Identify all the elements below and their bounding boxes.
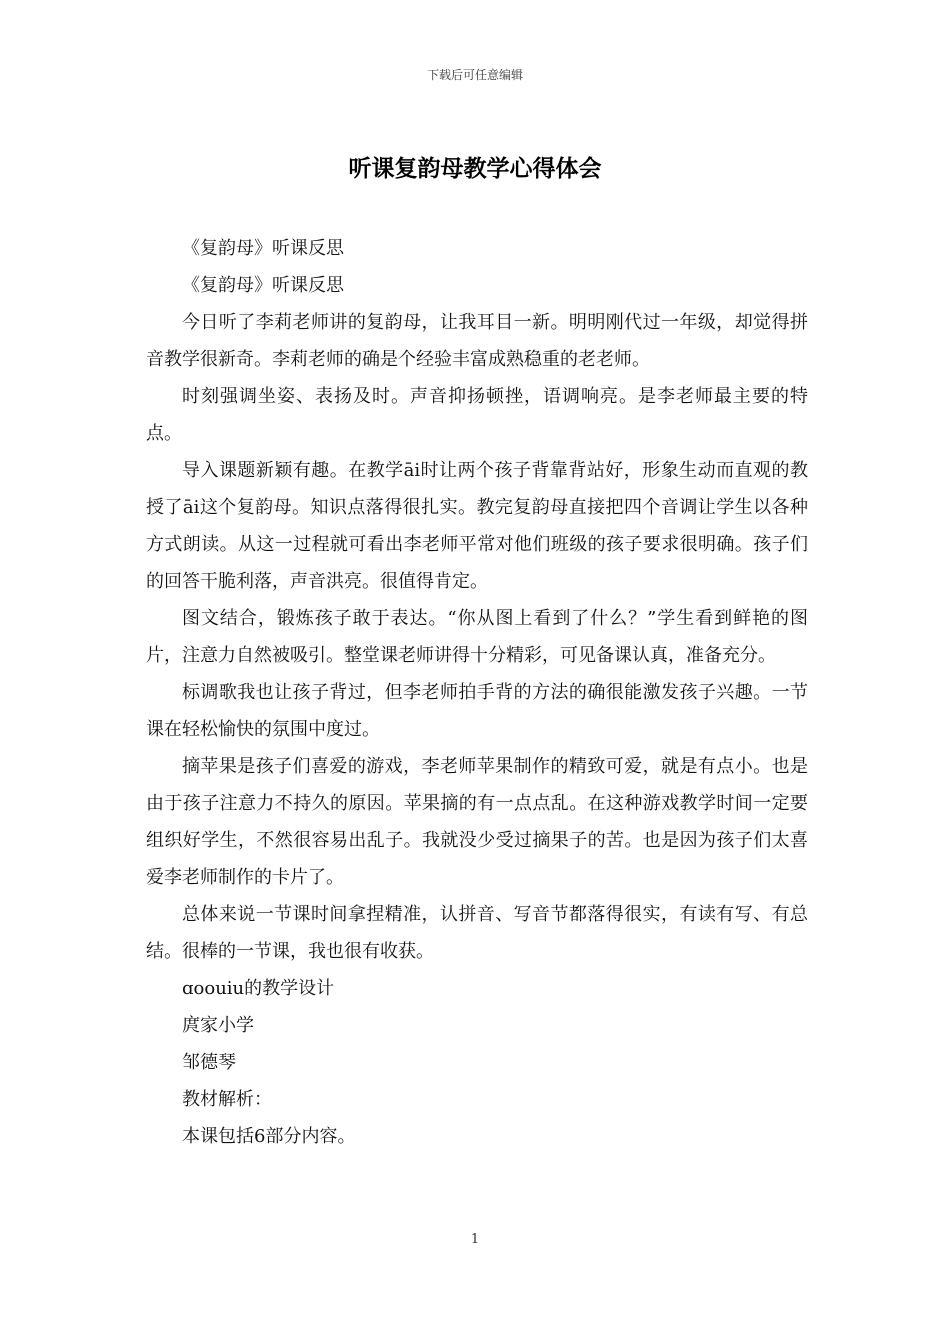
page-header-note: 下载后可任意编辑 (426, 68, 523, 82)
paragraph: 邹德琴 (182, 1052, 236, 1073)
document-body (146, 230, 808, 1155)
paragraph: 时刻强调坐姿、表扬及时。声音抑扬顿挫，语调响亮。是李老师最主要的特点。 (146, 386, 808, 444)
paragraph: 庹家小学 (182, 1015, 254, 1036)
paragraph: 今日听了李莉老师讲的复韵母，让我耳目一新。明明刚代过一年级，却觉得拼音教学很新奇。李莉老师的确是个经验丰富成熟稳重的老老师。 (146, 312, 808, 370)
paragraph: 《复韵母》听课反思 (182, 238, 344, 259)
paragraph: 总体来说一节课时间拿捏精准，认拼音、写音节都落得很实，有读有写、有总结。很棒的一节课，我也很有收获。 (146, 904, 808, 962)
paragraph: 图文结合，锻炼孩子敢于表达。“你从图上看到了什么？”学生看到鲜艳的图片，注意力自然被吸引。整堂课老师讲得十分精彩，可见备课认真，准备充分。 (146, 608, 808, 666)
paragraph: 导入课题新颖有趣。在教学āi时让两个孩子背靠背站好，形象生动而直观的教授了āi这个复韵母。知识点落得很扎实。教完复韵母直接把四个音调让学生以各种方式朗读。从这一过程就可看出李老师平常对他们班级的孩子要求很明确。孩子们的回答干脆利落，声音洪亮。很值得肯定。 (146, 460, 808, 592)
document-title: 听课复韵母教学心得体会 (348, 155, 602, 182)
paragraph: 标调歌我也让孩子背过，但李老师拍手背的方法的确很能激发孩子兴趣。一节课在轻松愉快的氛围中度过。 (146, 682, 808, 740)
paragraph: 摘苹果是孩子们喜爱的游戏，李老师苹果制作的精致可爱，就是有点小。也是由于孩子注意力不持久的原因。苹果摘的有一点点乱。在这种游戏教学时间一定要组织好学生，不然很容易出乱子。我就没少受过摘果子的苦。也是因为孩子们太喜爱李老师制作的卡片了。 (146, 756, 808, 888)
paragraph: 教材解析： (182, 1089, 272, 1110)
page-number: 1 (470, 1232, 480, 1247)
paragraph: 《复韵母》听课反思 (182, 275, 344, 296)
paragraph: ɑoouiu的教学设计 (182, 978, 335, 999)
paragraph: 本课包括6部分内容。 (182, 1126, 356, 1147)
